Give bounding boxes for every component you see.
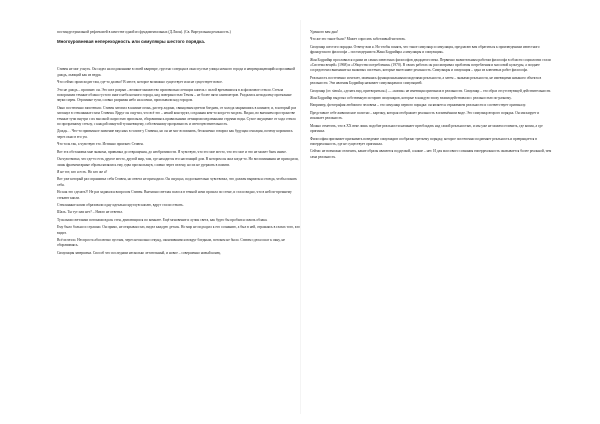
left-paragraph: Симуляция завершена. Способ что последним несколько летательный, и новое – совершенно новый конец. xyxy=(57,250,222,255)
right-paragraph: Например, фотография любимого человека – это симулякр первого порядка: он является отражением реальности и соответствует оригиналу. xyxy=(310,103,526,108)
right-paragraph: Можно отметить, что в XX веке лишь подобие реальности начинает преобладать над самой реальностью, и мы уже не можем отличить, где копия, а где оригинал. xyxy=(310,123,543,134)
left-paragraph: Вот эта обстановка мне знакома, привычна до отвращения, до необратимости. Я чувствую, что это мое место, что это мое и что не может быть иначе. xyxy=(57,149,287,154)
right-paragraph: Реальность постепенно исчезает, заменяясь функциональными моделями реальности, а затем – знаками реальности, не имеющими никакого объекта в реальности. Эти явления Бодрийяр называет симулякрами и симуляцией. xyxy=(310,75,542,86)
right-paragraph: Жан Бодрийяр прославился одним из самых известных философов двадцатого века. Первично значительным работам философа в области социологии стали «Система вещей» (1968) и «Общество потребления» (1970). В своих работах он рассматривал проблемы потребления и массовой культуры, а позднее сосредоточил внимание на знаковых системах, которые вытесняют реальность. Симулякры и симуляция – одна из ключевых работ философа. xyxy=(310,57,551,73)
right-paragraph: Жан Бодрийяр выделял собственную историю симулякров, которые в каждую эпоху взаимодействовали с реальностью по-разному. xyxy=(310,96,512,101)
left-paragraph: Шаль. Ты тут или нет? – Никто не ответил. xyxy=(57,210,124,215)
left-paragraph: Что толь так, а чувствую это. Истинно произнес Стивен. xyxy=(57,142,144,147)
left-paragraph: Стеклянные капли образовали одну идеально круглую каплю, вдруг стали стекать. xyxy=(57,202,184,207)
left-paragraph: Дождь… Что-то привычное значение вкусных в голове у Стивена, но он не мог вспомнить, бесконечно говорил как будущая сенсация, почему кормились через окно в его ум. xyxy=(57,129,293,139)
section-heading: Многоуровневая непереходность или симулякры шестого порядка. xyxy=(57,39,205,45)
right-opening-line: Удачного вам дня! xyxy=(310,30,338,34)
right-paragraph: Симулякр шестого порядка. Отвечу вам я. Но чтобы понять, что такое симулякр и симуляция, предлагаю вам обратиться к произведениям известного французского философа – постмодерниста Жана Бодрийяра «симулякры и симуляция». xyxy=(310,44,540,55)
left-paragraph: Что сейчас происходит там, где-то далеко? В месте, которое возможно существует или не существует вовсе. xyxy=(57,80,223,85)
left-page xyxy=(57,30,300,410)
right-paragraph: Сейчас не возможно отличить, какие образы являются подделкой, а какие – нет. И для массового сознания гиперреальность оказывается более реальной, чем сама реальность. xyxy=(310,149,552,159)
left-paragraph: Я не тот, кто я есть. Но кто же я? xyxy=(57,169,108,174)
left-paragraph: Это не дождь – произнес он. Это шел разрыв – великое множество произвольно летящих капель с силой врезавшихся в асфальтовое стекло. Стекла похоронили темные облака густого иного неба ночного города, над поверхностью Темзы – не более пяти сантиметров. Раздались неподалеку протяжные звуки сирен. Огромные тучи, словно разрывая небо на клочки, проплывали над городом. xyxy=(57,87,292,103)
left-paragraph: Тусклыми светлыми потоками вдоль стен, двигающихся по комнате. Ещё мгновение и лучик света, как будто бы пробился сквозь облака. xyxy=(57,217,268,222)
left-paragraph: Но как это сделать?! Не раз задавался вопросом Стивен. Внезапно светлая полоса в темной ночи прошла по стене, и стало видно, что в ней по-прежнему стекают капли. xyxy=(57,190,292,200)
right-opening-line: Что же это такое было? Может спросить заботливый читатель. xyxy=(310,37,406,42)
left-paragraph: Он чувствовал, что где-то есть другое место, другой мир, там, где находится его настоящий дом. В котором он жил когда-то. Но воспоминания не приходили, лишь фрагментарные образы являлись ему, едва проскользнув, словно через пелену, но их не удержать в памяти. xyxy=(57,157,299,167)
right-paragraph: Философия призывает признавать поведение симулякров сообразно третьему порядку, которое постепенно подменяет реальность и превращается в гиперреальность, где не существует оригинала. xyxy=(310,136,537,146)
right-paragraph: Симулякр (от. simula, «делать вид, притворяться») — «копия» не имеющая оригинала в реальности. Симулякр – это образ отсутствующей действительности. xyxy=(310,88,552,93)
left-paragraph: Ему было больно и страшно. Он прямо, не открывая глаз, видел каждую деталь. Но мир не подходил к его сознанию, а был в ней, отражаясь в глазах того, кто видит. xyxy=(57,225,300,235)
left-paragraph: Всё исчезло. Неспроста абсолютно пустым, через несколько секунд, окончившимся вокруг бледным, потоком не было. Стивен сделал шаг к окну, не оборачиваясь. xyxy=(57,237,286,248)
right-page xyxy=(310,30,553,410)
left-intro: постиндустриальной рефлексией в качестве одной из фундаментальных (Д.Лион). (Св. Виртуальная реальность.) xyxy=(57,30,231,34)
page-divider xyxy=(300,20,301,414)
left-paragraph: Стивен не мог уснуть. Он сидел на подоконнике в своей квартире, грустно созерцая в окно пустые улицы ночного города и непрекращающийся проливной дождь, льющий как из ведра. xyxy=(57,67,296,77)
left-paragraph: Вот уже который раз спрашивал себя Стивен, но ответа не приходило. Он ощущал, подсознательно чувствовал, что должен вырваться отсюда, чтобы понять себя. xyxy=(57,177,298,187)
right-paragraph: Представьте себе живописное полотно – картину, которая отображает реальность в изменённом виде. Это симулякр второго порядка. Он маскирует и искажает реальность. xyxy=(310,110,540,121)
left-paragraph: Окно постепенно запотевало. Стивен затопил в камине огонь, растер ладони, свинцовым цветом бледнея, от холода закрывшись в комнате, и, в который раз заглянул в стеклянные глаза Стивена. Вдруг он ощутил, что всё это – некий конструкт, созданная кем-то когда-то модель. Видно, во внешнем пространстве темные тучи внутри с их высокой скоростью проплыли, оборачиваясь правильными летящими медленными струями воды. Сухое ощущение от хода стекла по прозрачному стеклу, с каждой минутой тускнеющему, собственному прозрачность и светочувствительность. xyxy=(57,105,297,127)
